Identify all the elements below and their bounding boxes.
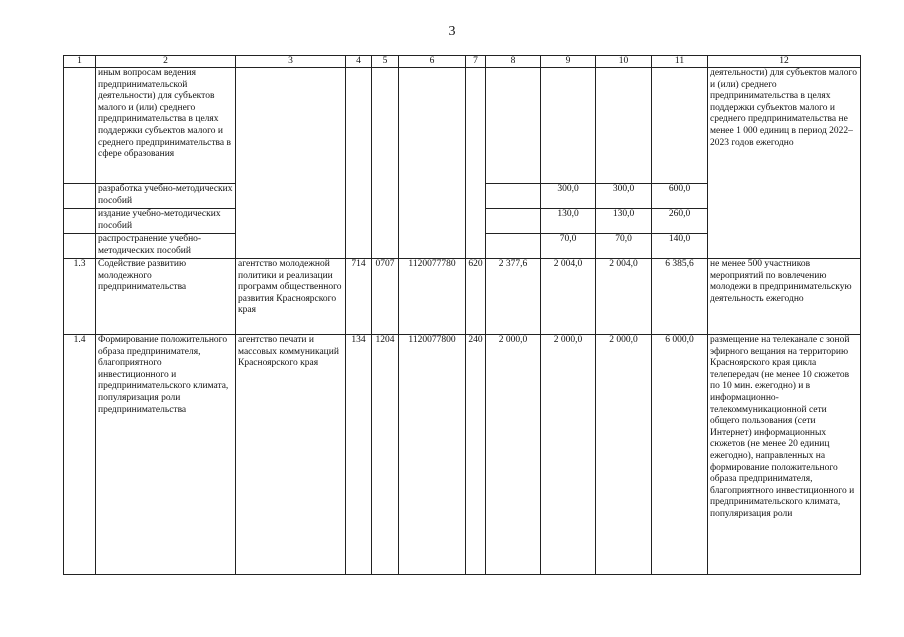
cell-c10: 300,0 xyxy=(596,184,652,209)
cell-c10 xyxy=(596,68,652,184)
cell-sub-name: разработка учебно-методических пособий xyxy=(96,184,236,209)
cell-c6: 1120077800 xyxy=(399,335,466,575)
continuation-row xyxy=(64,68,861,184)
column-number: 6 xyxy=(399,56,466,68)
cell-c8 xyxy=(486,68,541,184)
cell-result: размещение на телеканале с зоной эфирного вещания на территорию Красноярского края цикла телепередач (не менее 10 сюжетов по 10 мин. ежегодно) и в информационно-телекоммуникационной сети общего пользования (сети Интернет) информационных сюжетов (не менее 20 единиц ежегодно), направленных на формирование положительного образа предпринимателя, благоприятного инвестиционного и предпринимательского климата, популяризация роли xyxy=(708,335,861,575)
cell-c8 xyxy=(486,209,541,234)
cell-c5: 1204 xyxy=(372,335,399,575)
cell-num: 1.4 xyxy=(64,335,96,575)
column-number: 12 xyxy=(708,56,861,68)
cell-measure-name: иным вопросам ведения предпринимательской деятельности) для субъектов малого и (или) среднего предпринимательства в целях поддержки субъектов малого и среднего предпринимательства в сфере образования xyxy=(96,68,236,184)
cell-c9: 130,0 xyxy=(541,209,596,234)
cell-c10: 2 004,0 xyxy=(596,259,652,335)
cell-c10: 70,0 xyxy=(596,234,652,259)
cell-c7: 240 xyxy=(466,335,486,575)
cell-c4: 134 xyxy=(346,335,372,575)
cell-sub-name: издание учебно-методических пособий xyxy=(96,209,236,234)
cell-c11: 6 385,6 xyxy=(652,259,708,335)
cell-c8: 2 377,6 xyxy=(486,259,541,335)
page-number: 3 xyxy=(448,24,456,39)
cell-c11: 6 000,0 xyxy=(652,335,708,575)
cell-c4: 714 xyxy=(346,259,372,335)
column-number: 1 xyxy=(64,56,96,68)
table-row xyxy=(64,259,861,335)
cell-c5 xyxy=(372,68,399,259)
column-number-row xyxy=(64,56,861,68)
program-table xyxy=(63,55,861,575)
column-number: 4 xyxy=(346,56,372,68)
cell-c9: 300,0 xyxy=(541,184,596,209)
column-number: 8 xyxy=(486,56,541,68)
cell-c9: 70,0 xyxy=(541,234,596,259)
cell-c6: 1120077780 xyxy=(399,259,466,335)
column-number: 11 xyxy=(652,56,708,68)
cell-c7 xyxy=(466,68,486,259)
cell-c8: 2 000,0 xyxy=(486,335,541,575)
cell-num xyxy=(64,209,96,234)
cell-c11: 600,0 xyxy=(652,184,708,209)
cell-agency: агентство печати и массовых коммуникаций Красноярского края xyxy=(236,335,346,575)
cell-num xyxy=(64,68,96,184)
cell-c9 xyxy=(541,68,596,184)
cell-c9: 2 004,0 xyxy=(541,259,596,335)
cell-sub-name: распространение учебно-методических пособий xyxy=(96,234,236,259)
cell-num: 1.3 xyxy=(64,259,96,335)
column-number: 7 xyxy=(466,56,486,68)
column-number: 10 xyxy=(596,56,652,68)
column-number: 3 xyxy=(236,56,346,68)
cell-result: деятельности) для субъектов малого и (или) среднего предпринимательства в целях поддержки субъектов малого и среднего предпринимательства не менее 1 000 единиц в период 2022–2023 годов ежегодно xyxy=(708,68,861,259)
cell-result: не менее 500 участников мероприятий по вовлечению молодежи в предпринимательскую деятельность ежегодно xyxy=(708,259,861,335)
cell-c11: 140,0 xyxy=(652,234,708,259)
cell-agency: агентство молодежной политики и реализации программ общественного развития Красноярского края xyxy=(236,259,346,335)
cell-c11: 260,0 xyxy=(652,209,708,234)
cell-c10: 2 000,0 xyxy=(596,335,652,575)
cell-c8 xyxy=(486,234,541,259)
cell-c10: 130,0 xyxy=(596,209,652,234)
table-row xyxy=(64,335,861,575)
column-number: 5 xyxy=(372,56,399,68)
cell-c7: 620 xyxy=(466,259,486,335)
cell-c5: 0707 xyxy=(372,259,399,335)
cell-measure-name: Формирование положительного образа предпринимателя, благоприятного инвестиционного и предпринимательского климата, популяризация роли предпринимательства xyxy=(96,335,236,575)
cell-c6 xyxy=(399,68,466,259)
cell-c9: 2 000,0 xyxy=(541,335,596,575)
column-number: 2 xyxy=(96,56,236,68)
cell-num xyxy=(64,234,96,259)
cell-measure-name: Содействие развитию молодежного предпринимательства xyxy=(96,259,236,335)
cell-agency xyxy=(236,68,346,259)
cell-num xyxy=(64,184,96,209)
cell-c8 xyxy=(486,184,541,209)
column-number: 9 xyxy=(541,56,596,68)
cell-c11 xyxy=(652,68,708,184)
cell-c4 xyxy=(346,68,372,259)
